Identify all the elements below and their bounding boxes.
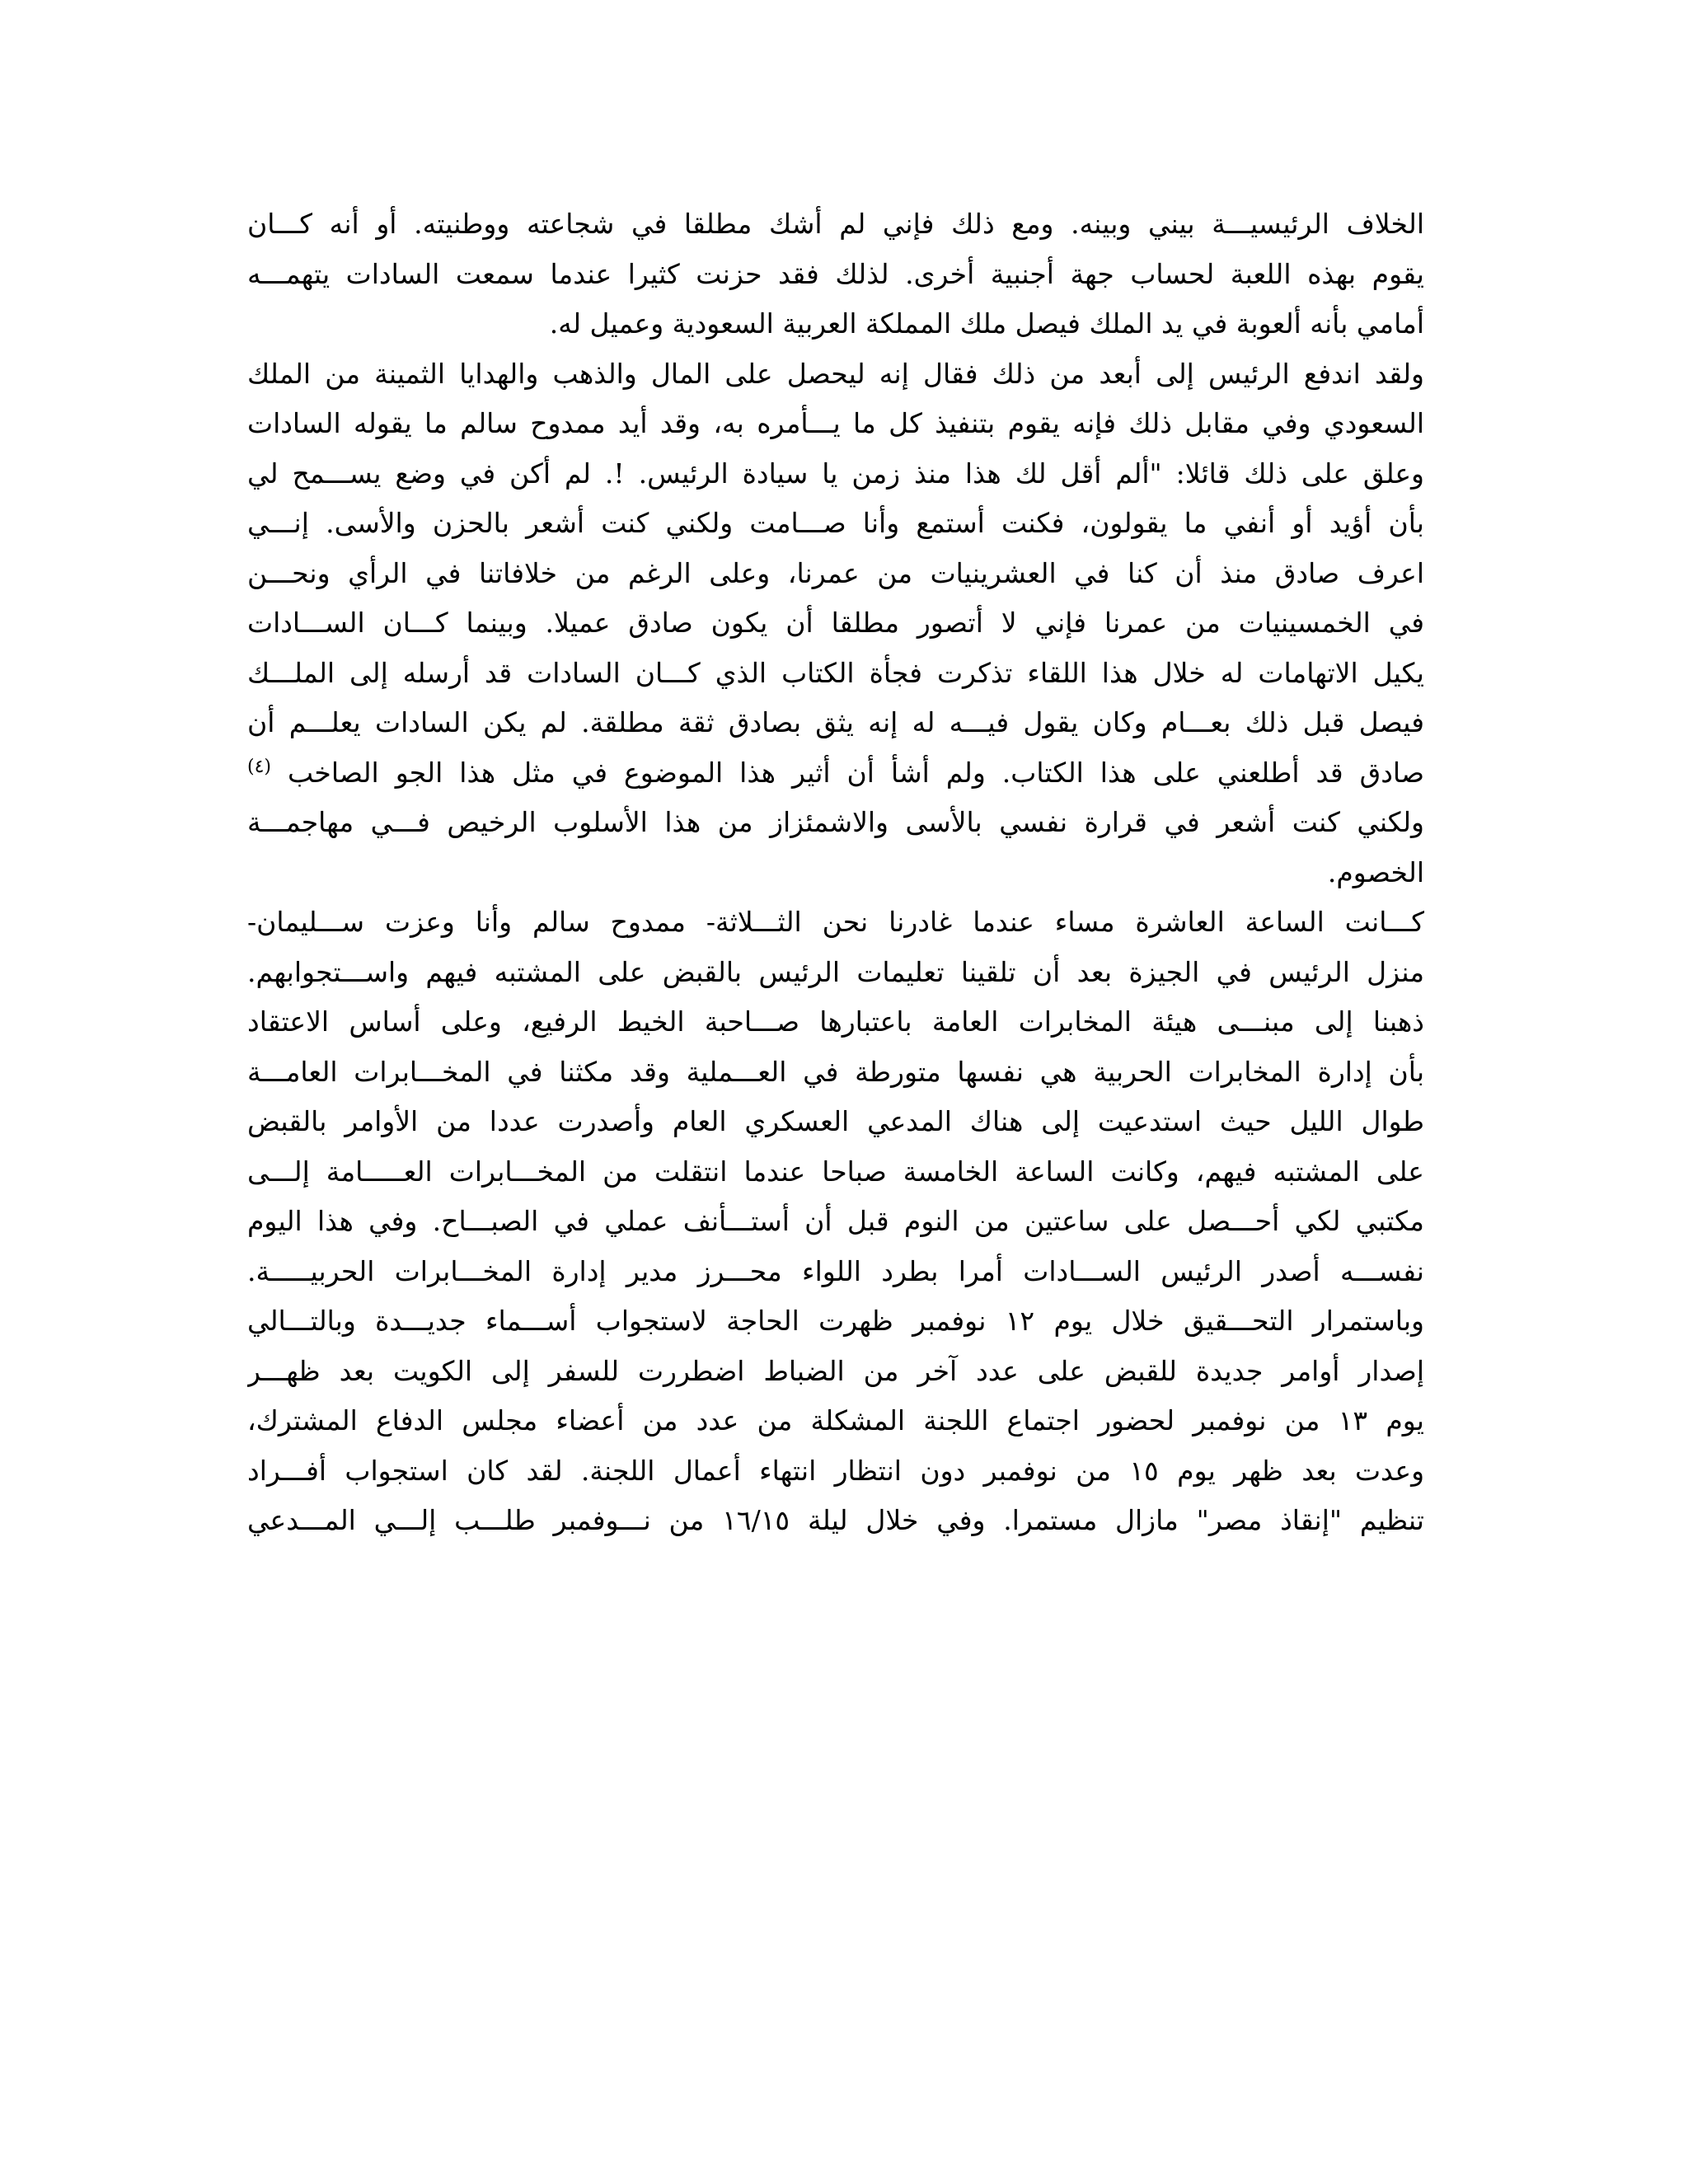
text-line [247,898,1424,948]
text-line [247,1347,1424,1397]
line-text: يكيل الاتهامات له خلال هذا اللقاء تذكرت فجأة الكتاب الذي كـــان السادات قد أرسله إلى الملـــك [247,656,1424,689]
line-text: وعلق على ذلك قائلا: "ألم أقل لك هذا منذ زمن يا سيادة الرئيس. !. لم أكن في وضع يســـمح لي [247,457,1424,490]
line-text: بأن أؤيد أو أنفي ما يقولون، فكنت أستمع وأنا صـــامت ولكني كنت أشعر بالحزن والأسى. إنـــي [247,507,1424,539]
text-line [247,948,1424,998]
text-line [247,449,1424,499]
line-text: اعرف صادق منذ أن كنا في العشرينيات من عمرنا، وعلى الرغم من خلافاتنا في الرأي ونحـــن [247,556,1424,589]
line-text: يقوم بهذه اللعبة لحساب جهة أجنبية أخرى. لذلك فقد حزنت كثيرا عندما سمعت السادات يتهمـــه [247,257,1424,290]
text-line [247,1396,1424,1446]
text-line [247,199,1424,250]
text-line [247,1097,1424,1147]
line-text: نفســـه أصدر الرئيس الســـادات أمرا بطرد اللواء محـــرز مدير إدارة المخـــابرات الحربيـــــة. [247,1254,1424,1287]
line-text: تنظيم "إنقاذ مصر" مازال مستمرا. وفي خلال ليلة ١٦/١٥ من نـــوفمبر طلـــب إلـــي المـــدعي [247,1504,1424,1536]
text-line [247,1496,1424,1546]
line-text: يوم ١٣ من نوفمبر لحضور اجتماع اللجنة المشكلة من عدد من أعضاء مجلس الدفاع المشترك، [247,1404,1424,1436]
text-line [247,1147,1424,1197]
text-line [247,997,1424,1047]
text-line [247,748,1424,799]
line-text: وباستمرار التحـــقيق خلال يوم ١٢ نوفمبر ظهرت الحاجة لاستجواب أســـماء جديـــدة وبالتـــالي [247,1305,1424,1337]
line-text: على المشتبه فيهم، وكانت الساعة الخامسة صباحا عندما انتقلت من المخـــابرات العـــــامة إلـــى [247,1155,1424,1188]
text-line [247,1197,1424,1247]
line-text: ولقد اندفع الرئيس إلى أبعد من ذلك فقال إنه ليحصل على المال والذهب والهدايا الثمينة من الملك [247,357,1424,390]
line-text: منزل الرئيس في الجيزة بعد أن تلقينا تعليمات الرئيس بالقبض على المشتبه فيهم واســـتجوابهم. [247,955,1424,988]
text-line [247,1296,1424,1347]
text-line [247,250,1424,300]
text-line [247,1247,1424,1297]
text-line [247,549,1424,599]
text-line [247,848,1424,898]
body-text [247,199,1424,1546]
text-line [247,598,1424,649]
line-text: صادق قد أطلعني على هذا الكتاب. ولم أشأ أن أثير هذا الموضوع في مثل هذا الجو الصاخب [288,756,1424,789]
text-line [247,1047,1424,1098]
line-text: أمامي بأنه ألعوبة في يد الملك فيصل ملك المملكة العربية السعودية وعميل له. [549,307,1424,340]
line-text: إصدار أوامر جديدة للقبض على عدد آخر من الضباط اضطررت للسفر إلى الكويت بعد ظهـــر [247,1354,1424,1387]
line-text: فيصل قبل ذلك بعـــام وكان يقول فيـــه له إنه يثق بصادق ثقة مطلقة. لم يكن السادات يعلـــم أن [247,706,1424,738]
text-line [247,299,1424,349]
text-line [247,1446,1424,1497]
footnote-marker: (٤) [247,756,272,777]
line-text: في الخمسينيات من عمرنا فإني لا أتصور مطلقا أن يكون صادق عميلا. وبينما كـــان الســـادات [247,607,1424,639]
line-text: ولكني كنت أشعر في قرارة نفسي بالأسى والاشمئزاز من هذا الأسلوب الرخيص فـــي مهاجمـــة [247,806,1424,838]
text-line [247,349,1424,400]
line-text: طوال الليل حيث استدعيت إلى هناك المدعي العسكري العام وأصدرت عددا من الأوامر بالقبض [247,1105,1424,1137]
text-line [247,649,1424,699]
line-text: مكتبي لكي أحـــصل على ساعتين من النوم قبل أن أستـــأنف عملي في الصبـــاح. وفي هذا اليوم [247,1205,1424,1237]
text-line [247,499,1424,549]
text-line [247,698,1424,748]
line-text: الخصوم. [1327,855,1424,888]
text-line [247,399,1424,449]
line-text: بأن إدارة المخابرات الحربية هي نفسها متورطة في العـــملية وقد مكثنا في المخـــابرات العامـــة [247,1055,1424,1088]
line-text: الخلاف الرئيسيـــة بيني وبينه. ومع ذلك فإني لم أشك مطلقا في شجاعته ووطنيته. أو أنه كـــان [247,208,1424,240]
line-text: السعودي وفي مقابل ذلك فإنه يقوم بتنفيذ كل ما يـــأمره به، وقد أيد ممدوح سالم ما يقوله السادات [247,407,1424,439]
line-text: وعدت بعد ظهر يوم ١٥ من نوفمبر دون انتظار انتهاء أعمال اللجنة. لقد كان استجواب أفـــراد [247,1454,1424,1487]
line-text: كـــانت الساعة العاشرة مساء عندما غادرنا نحن الثـــلاثة- ممدوح سالم وأنا وعزت ســـليمان- [247,906,1424,938]
text-line [247,798,1424,848]
line-text: ذهبنا إلى مبنـــى هيئة المخابرات العامة باعتبارها صـــاحبة الخيط الرفيع، وعلى أساس الاعتقاد [247,1005,1424,1038]
